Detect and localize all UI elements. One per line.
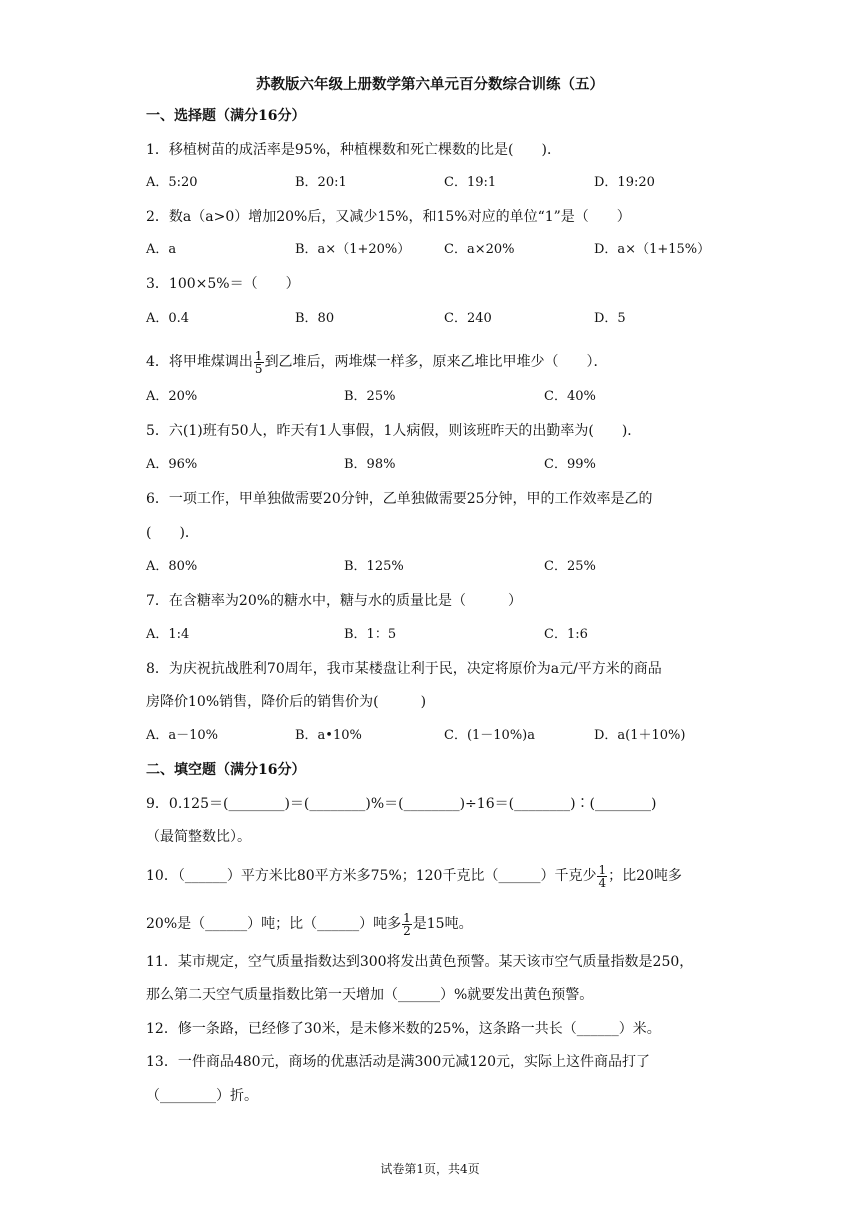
q5-option-c: C．99% bbox=[544, 457, 596, 472]
q10-fraction-1-denominator: 4 bbox=[598, 875, 607, 890]
q4-text-before: 4．将甲堆煤调出 bbox=[146, 354, 253, 370]
question-9-line-2: （最简整数比）。 bbox=[146, 829, 251, 845]
q10-line2-before: 20%是（______）吨；比（______）吨多 bbox=[146, 916, 402, 932]
question-10-line-2 bbox=[146, 910, 473, 938]
q8-option-d: D．a(1＋10%) bbox=[594, 728, 686, 743]
q8-option-b: B．a•10% bbox=[295, 728, 362, 743]
q10-fraction-1 bbox=[597, 864, 607, 889]
q10-line2-after: 是15吨。 bbox=[412, 916, 473, 932]
question-1: 1．移植树苗的成活率是95%，种植棵数和死亡棵数的比是( )． bbox=[146, 142, 561, 158]
q10-fraction-1-numerator: 1 bbox=[598, 862, 607, 877]
section-heading-fill: 二、填空题（满分16分） bbox=[146, 762, 306, 778]
q5-option-a: A．96% bbox=[146, 457, 198, 472]
q7-option-c: C．1:6 bbox=[544, 627, 588, 642]
q2-option-c: C．a×20% bbox=[444, 242, 515, 257]
question-12: 12．修一条路，已经修了30米，是未修米数的25%，这条路一共长（______）米。 bbox=[146, 1021, 661, 1037]
q3-option-c: C．240 bbox=[444, 311, 492, 326]
question-2: 2．数a（a>0）增加20%后，又减少15%，和15%对应的单位“1”是（ ） bbox=[146, 209, 631, 225]
question-8-line-2: 房降价10%销售，降价后的销售价为( ) bbox=[146, 694, 427, 710]
question-5: 5．六(1)班有50人，昨天有1人事假，1人病假，则该班昨天的出勤率为( )． bbox=[146, 423, 642, 439]
question-13: 13．一件商品480元，商场的优惠活动是满300元减120元，实际上这件商品打了 bbox=[146, 1054, 650, 1070]
q1-option-a: A．5:20 bbox=[146, 175, 198, 190]
question-10 bbox=[146, 862, 682, 890]
q8-option-a: A．a－10% bbox=[146, 728, 219, 743]
question-3: 3．100×5%＝（ ） bbox=[146, 276, 300, 292]
q10-text-before: 10．（______）平方米比80平方米多75%；120千克比（______）千克少 bbox=[146, 868, 597, 884]
q4-option-b: B．25% bbox=[344, 389, 396, 404]
q10-fraction-2-denominator: 2 bbox=[403, 923, 411, 938]
q3-option-b: B．80 bbox=[295, 311, 335, 326]
question-7: 7．在含糖率为20%的糖水中，糖与水的质量比是（ ） bbox=[146, 593, 523, 609]
q7-option-a: A．1:4 bbox=[146, 627, 190, 642]
question-13-line-2: （________）折。 bbox=[146, 1088, 258, 1104]
question-11-line-2: 那么第二天空气质量指数比第一天增加（______）%就要发出黄色预警。 bbox=[146, 987, 594, 1003]
question-11: 11．某市规定，空气质量指数达到300将发出黄色预警。某天该市空气质量指数是250， bbox=[146, 954, 694, 970]
question-4 bbox=[146, 348, 608, 376]
section-heading-choice: 一、选择题（满分16分） bbox=[146, 108, 306, 124]
q6-option-b: B．125% bbox=[344, 559, 404, 574]
q1-option-d: D．19:20 bbox=[594, 175, 655, 190]
q4-option-a: A．20% bbox=[146, 389, 198, 404]
q4-text-after: 到乙堆后，两堆煤一样多，原来乙堆比甲堆少（ ）． bbox=[264, 354, 608, 370]
question-8: 8．为庆祝抗战胜利70周年，我市某楼盘让利于民，决定将原价为a元/平方米的商品 bbox=[146, 661, 662, 677]
q4-fraction-denominator: 5 bbox=[254, 361, 263, 376]
q10-text-after: ；比20吨多 bbox=[608, 868, 682, 884]
q5-option-b: B．98% bbox=[344, 457, 396, 472]
q4-option-c: C．40% bbox=[544, 389, 596, 404]
page-footer: 试卷第1页，共4页 bbox=[380, 1162, 480, 1176]
q7-option-b: B．1：5 bbox=[344, 627, 397, 642]
q10-fraction-2-numerator: 1 bbox=[403, 910, 411, 925]
q2-option-b: B．a×（1+20%） bbox=[295, 242, 411, 257]
question-6: 6．一项工作，甲单独做需要20分钟，乙单独做需要25分钟，甲的工作效率是乙的 bbox=[146, 491, 653, 507]
q1-option-c: C．19:1 bbox=[444, 175, 497, 190]
q4-fraction bbox=[254, 350, 264, 375]
q3-option-d: D．5 bbox=[594, 311, 626, 326]
q10-fraction-2 bbox=[402, 912, 412, 937]
q1-option-b: B．20:1 bbox=[295, 175, 347, 190]
q2-option-d: D．a×（1+15%） bbox=[594, 242, 711, 257]
q6-option-c: C．25% bbox=[544, 559, 596, 574]
question-9: 9．0.125＝(________)＝(________)%＝(________)÷16＝(________)∶(________) bbox=[146, 796, 657, 812]
q6-option-a: A．80% bbox=[146, 559, 198, 574]
q8-option-c: C．(1－10%)a bbox=[444, 728, 536, 743]
question-6-line-2: ( )． bbox=[146, 525, 199, 541]
q2-option-a: A．a bbox=[146, 242, 177, 257]
q3-option-a: A．0.4 bbox=[146, 311, 190, 326]
q4-fraction-numerator: 1 bbox=[254, 348, 263, 363]
page-title: 苏教版六年级上册数学第六单元百分数综合训练（五） bbox=[256, 76, 604, 93]
